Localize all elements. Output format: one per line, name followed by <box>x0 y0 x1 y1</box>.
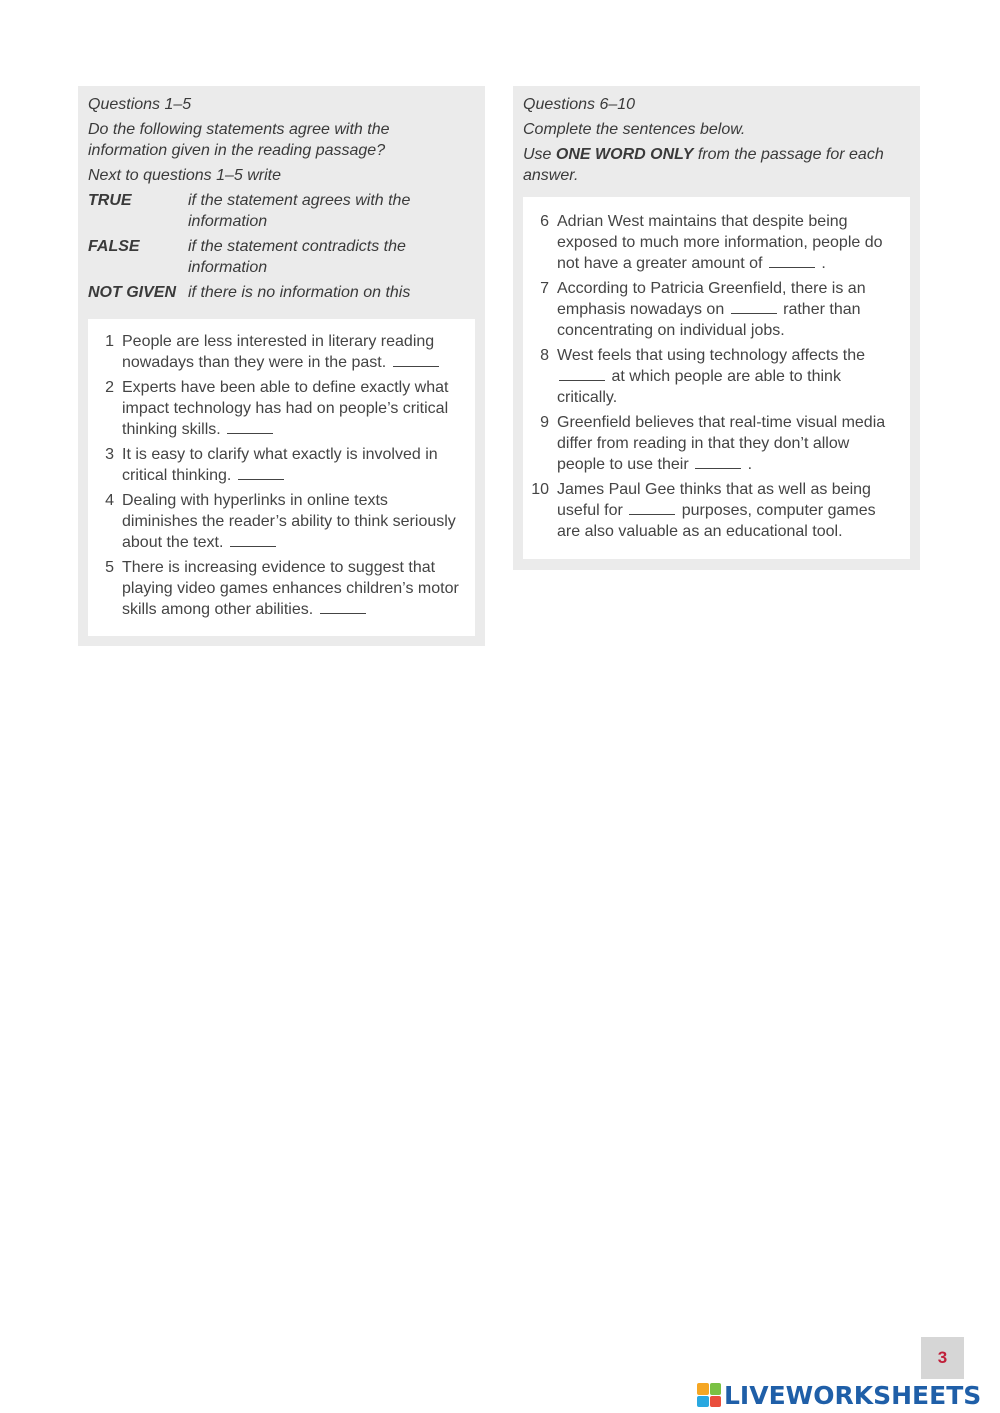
page-number: 3 <box>921 1337 964 1379</box>
answer-blank[interactable] <box>695 467 741 469</box>
legend-value: if there is no information on this <box>188 284 411 301</box>
question-number: 10 <box>531 481 549 498</box>
word-limit: ONE WORD ONLY <box>555 146 694 163</box>
question-text: There is increasing evidence to suggest that playing video games enhances children’s motor skills among other abilities. <box>122 559 459 618</box>
question-number: 4 <box>105 492 114 509</box>
question-text-after: . <box>747 456 753 473</box>
answer-blank[interactable] <box>731 312 777 314</box>
question-text-after: purposes, computer games are also valuable as an educational tool. <box>557 502 876 540</box>
question-text: Experts have been able to define exactly what impact technology has had on people’s critical thinking skills. <box>122 379 449 438</box>
legend-row-true <box>88 190 473 232</box>
legend-key: TRUE <box>88 192 132 209</box>
instruction-text: Complete the sentences below. <box>523 121 746 138</box>
questions-6-10-instructions <box>523 94 908 190</box>
section-title: Questions 6–10 <box>523 96 636 113</box>
question-number: 1 <box>105 333 114 350</box>
questions-1-5-panel <box>78 86 485 646</box>
questions-6-10-list <box>523 197 910 559</box>
question-item <box>523 345 900 408</box>
question-text-before: According to Patricia Greenfield, there is an emphasis nowadays on <box>557 280 866 318</box>
question-number: 3 <box>105 446 114 463</box>
legend-row-not-given <box>88 282 473 303</box>
question-item <box>523 412 900 475</box>
answer-blank[interactable] <box>238 478 284 480</box>
question-number: 6 <box>540 213 549 230</box>
legend-key: NOT GIVEN <box>88 284 177 301</box>
question-text-before: Greenfield believes that real-time visual media differ from reading in that they don’t allow people to use their <box>557 414 886 473</box>
instruction-text: Do the following statements agree with the information given in the reading passage? <box>88 121 390 159</box>
answer-blank[interactable] <box>230 545 276 547</box>
question-text-after: rather than concentrating on individual jobs. <box>557 301 861 339</box>
write-instruction: Next to questions 1–5 write <box>88 167 281 184</box>
questions-6-10-panel <box>513 86 920 570</box>
question-text: Dealing with hyperlinks in online texts diminishes the reader’s ability to think seriously about the text. <box>122 492 456 551</box>
answer-blank[interactable] <box>559 379 605 381</box>
question-text-before: Adrian West maintains that despite being exposed to much more information, people do not have a greater amount of <box>557 213 883 272</box>
answer-blank[interactable] <box>320 612 366 614</box>
question-item <box>523 211 900 274</box>
questions-1-5-instructions <box>88 94 473 307</box>
liveworksheets-icon <box>697 1383 721 1407</box>
legend-value: if the statement agrees with the information <box>188 192 411 230</box>
use-prefix: Use <box>523 146 552 163</box>
question-item <box>523 278 900 341</box>
question-text-after: . <box>821 255 826 272</box>
question-item <box>88 377 463 440</box>
question-item <box>88 444 463 486</box>
question-number: 8 <box>540 347 549 364</box>
word-limit-instruction <box>523 144 908 186</box>
brand-name: LIVEWORKSHEETS <box>724 1380 982 1410</box>
question-text-before: West feels that using technology affects the <box>557 347 866 364</box>
answer-blank[interactable] <box>769 266 815 268</box>
section-title: Questions 1–5 <box>88 96 192 113</box>
answer-legend <box>88 190 473 303</box>
questions-1-5-list <box>88 319 475 636</box>
answer-blank[interactable] <box>629 513 675 515</box>
question-text-before: James Paul Gee thinks that as well as being useful for <box>557 481 871 519</box>
question-text: It is easy to clarify what exactly is involved in critical thinking. <box>122 446 438 484</box>
brand-logo <box>697 1380 981 1410</box>
question-item <box>88 490 463 553</box>
question-number: 5 <box>105 559 114 576</box>
answer-blank[interactable] <box>227 432 273 434</box>
question-text-after: at which people are able to think critically. <box>557 368 841 406</box>
legend-key: FALSE <box>88 238 140 255</box>
question-number: 2 <box>105 379 114 396</box>
question-text: People are less interested in literary reading nowadays than they were in the past. <box>122 333 435 371</box>
question-number: 7 <box>540 280 549 297</box>
question-item <box>523 479 900 542</box>
answer-blank[interactable] <box>393 365 439 367</box>
question-item <box>88 331 463 373</box>
legend-value: if the statement contradicts the information <box>188 238 406 276</box>
legend-row-false <box>88 236 473 278</box>
question-number: 9 <box>540 414 549 431</box>
question-item <box>88 557 463 620</box>
use-suffix: from the passage for each answer. <box>523 146 884 184</box>
